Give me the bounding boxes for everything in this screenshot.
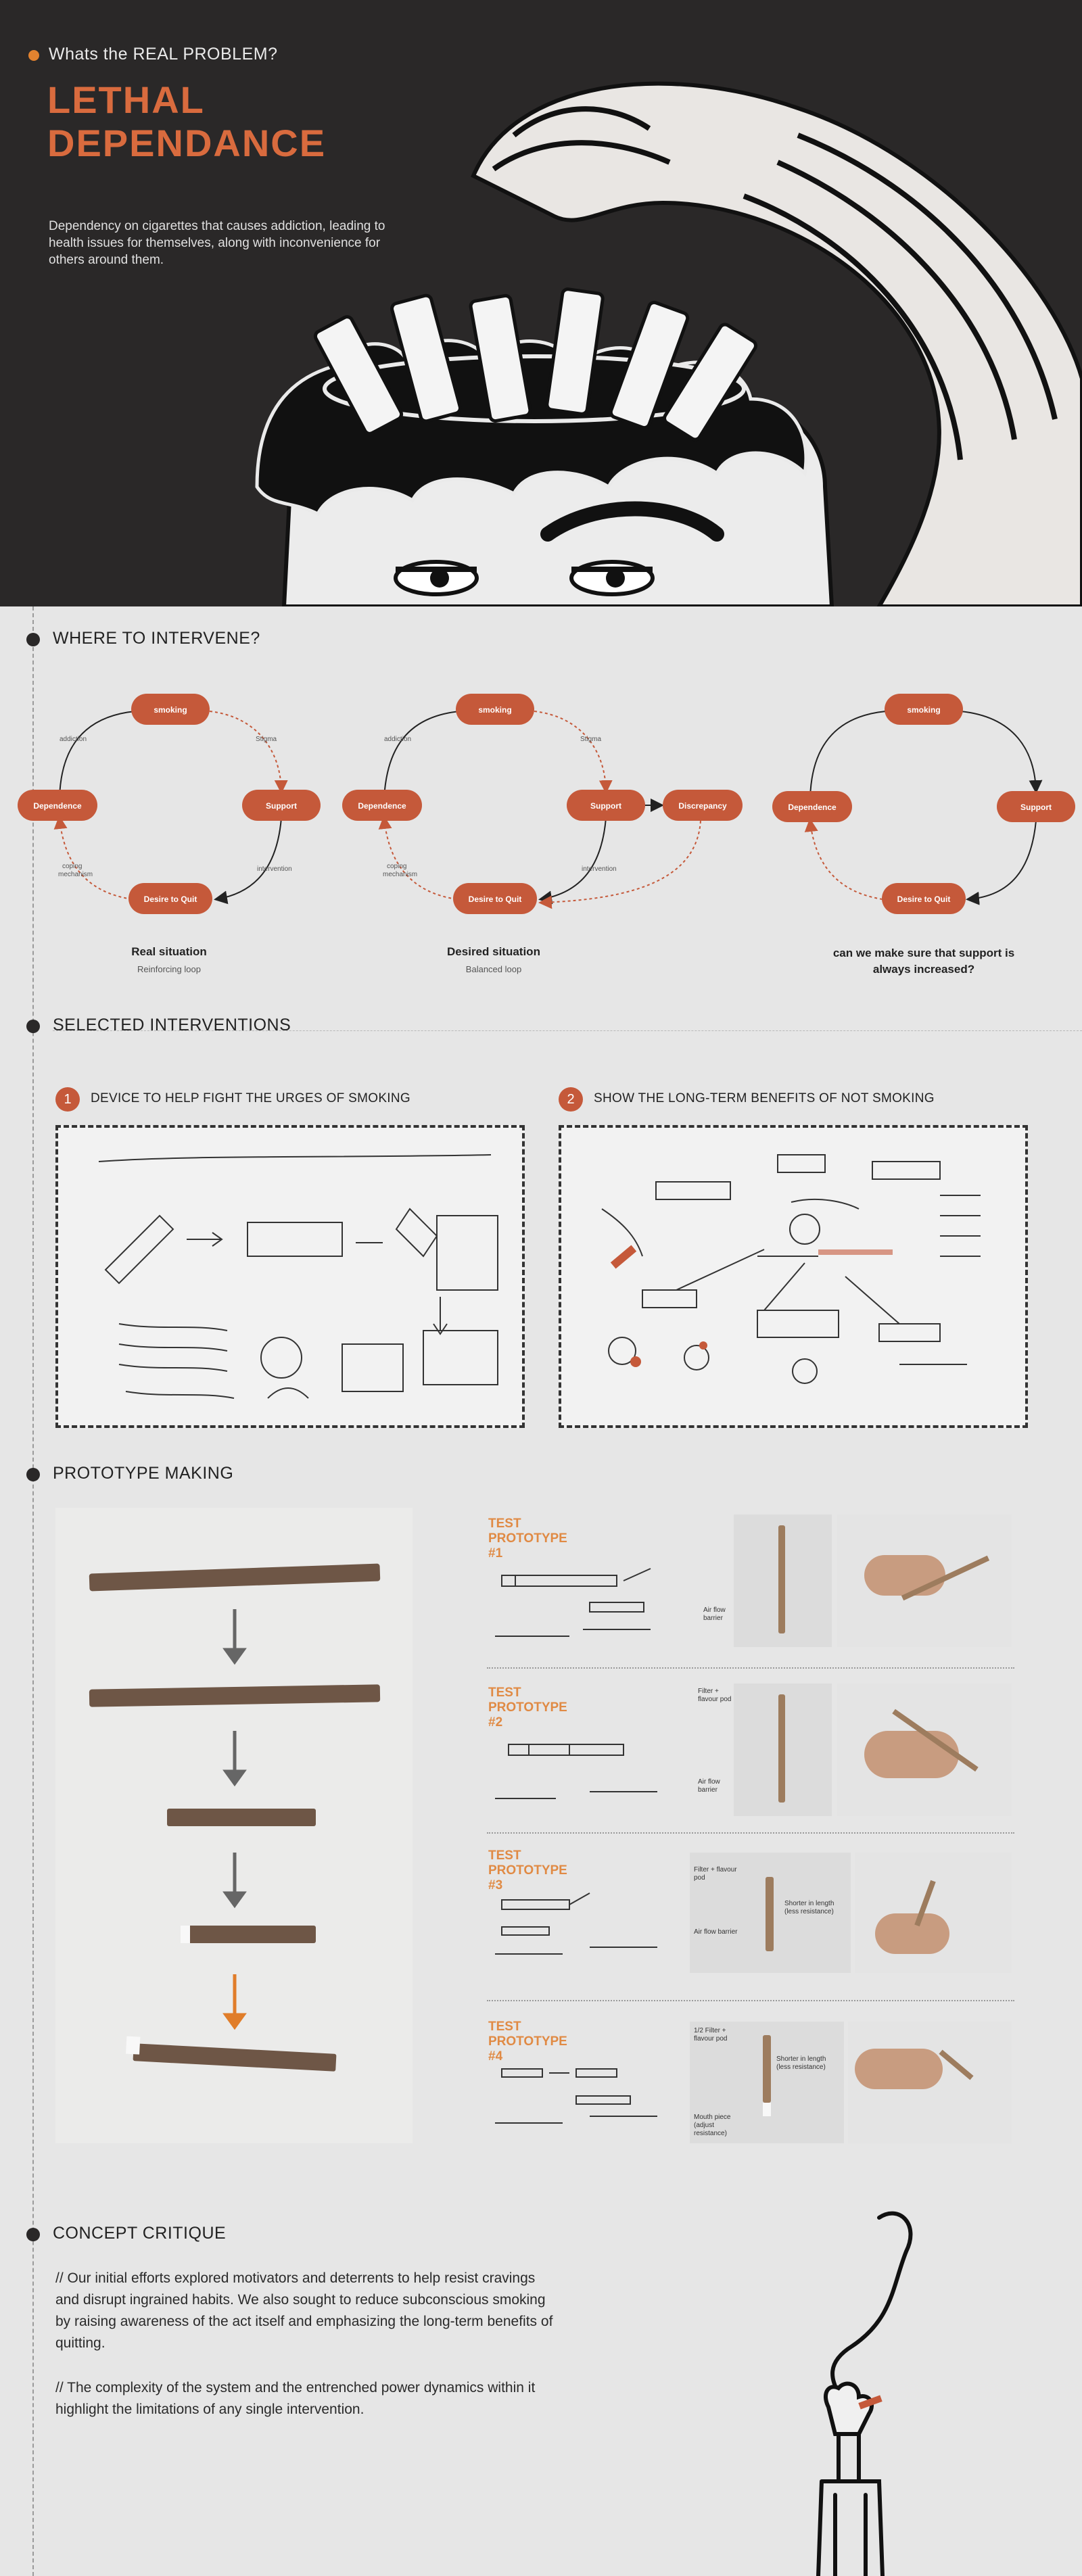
intervention-1-sketch [55,1125,525,1428]
edge-label-mechanism: mechanism [58,871,93,878]
svg-text:smoking: smoking [907,705,941,715]
test-prototype-4-photo-b [848,2022,1012,2143]
edge-label-addiction: addiction [60,736,87,743]
svg-text:smoking: smoking [478,705,512,715]
loop-3-caption: can we make sure that support is always increased? [832,947,1015,976]
test-prototype-3-photo-b [855,1853,1012,1973]
critique-paragraph-1: // Our initial efforts explored motivators and deterrents to help resist cravings and disrupt ingrained habits. We also sought to reduce subconscious smoking by raising awareness of the act itself and emphasizing the long-term benefits of quitting. [55,2270,553,2351]
intervention-1-title: DEVICE TO HELP FIGHT THE URGES OF SMOKING [91,1091,410,1105]
test-prototype-2-sketch [488,1717,671,1819]
intervention-2-sketch [559,1125,1028,1428]
node-desire-label: Desire to Quit [143,895,197,904]
critique-title: CONCEPT CRITIQUE [53,2224,227,2243]
selected-title: SELECTED INTERVENTIONS [53,1016,291,1034]
loop-real-situation [18,694,321,914]
hero-eyebrow: Whats the REAL PROBLEM? [49,45,278,64]
svg-text:Support: Support [1020,803,1052,812]
loop-desired-situation [342,694,743,914]
causal-loop-diagrams [0,676,1082,947]
test-prototype-1-photo-a [734,1514,832,1647]
prototype-divider [487,1667,1014,1669]
eyebrow-dot [28,50,39,61]
intervention-2-title: SHOW THE LONG-TERM BENEFITS OF NOT SMOKING [594,1091,935,1105]
test-4-label-mouthpiece: Mouth piece (adjust resistance) [694,2114,731,2137]
test-2-label-filter: Filter + flavour pod [698,1688,732,1703]
test-4-label-half-filter: 1/2 Filter + flavour pod [694,2027,728,2043]
test-1-label-airflow: Air flow barrier [703,1606,726,1622]
svg-text:Desire to Quit: Desire to Quit [897,895,951,904]
svg-text:intervention: intervention [582,865,617,873]
left-eye [396,562,477,594]
intervention-1-number: 1 [55,1087,80,1112]
right-eye [571,562,653,594]
prototype-progression-photo [55,1508,413,2143]
hero-section [0,0,1082,606]
section-dot [26,633,40,646]
loop-1-sub: Reinforcing loop [137,964,201,974]
intervention-2-number: 2 [559,1087,583,1112]
test-4-label-shorter: Shorter in length (less resistance) [776,2055,826,2071]
prototype-divider [487,2000,1014,2001]
edge-label-stigma: Stigma [256,736,277,743]
test-prototype-2-photo-a [734,1684,832,1816]
test-3-label-airflow: Air flow barrier [694,1928,738,1936]
device-sketch-drawing [58,1128,522,1425]
hero-title: LETHAL DEPENDANCE [47,78,327,164]
edge-label-coping: coping [62,863,83,870]
section-dot [26,1020,40,1033]
smoke-hook [832,2214,910,2393]
test-prototype-1-photo-b [837,1514,1012,1647]
test-3-label-filter: Filter + flavour pod [694,1866,737,1882]
section-dot [26,1468,40,1481]
svg-text:Stigma: Stigma [580,736,602,743]
test-prototype-3-title: TEST PROTOTYPE #3 [488,1848,567,1892]
critique-paragraph-2: // The complexity of the system and the entrenched power dynamics within it highlight the limitations of any single intervention. [55,2380,536,2417]
svg-text:Discrepancy: Discrepancy [678,801,727,811]
node-support-label: Support [266,801,297,811]
test-3-label-shorter: Shorter in length (less resistance) [784,1900,834,1915]
test-prototype-4-title: TEST PROTOTYPE #4 [488,2020,567,2064]
hero-description: Dependency on cigarettes that causes addiction, leading to health issues for themselves, along with inconvenience for others around them. [49,219,385,267]
svg-text:Support: Support [590,801,621,811]
loop-2-caption: Desired situation [447,945,540,958]
prototype-divider [487,1832,1014,1834]
svg-text:addiction: addiction [384,736,412,743]
loop-1-caption: Real situation [131,945,207,958]
section-dot [26,2228,40,2241]
svg-text:Dependence: Dependence [788,803,837,812]
test-2-label-airflow: Air flow barrier [698,1778,720,1794]
svg-text:Dependence: Dependence [358,801,406,811]
test-prototype-4-sketch [488,2049,671,2143]
hand-holding-cigarette-illustration [757,2211,960,2576]
benefits-mindmap-sketch [561,1128,1025,1425]
test-prototype-1-title: TEST PROTOTYPE #1 [488,1517,567,1560]
node-smoking-label: smoking [154,705,187,715]
loop-2-sub: Balanced loop [465,964,522,974]
test-prototype-1-sketch [488,1555,671,1656]
svg-text:coping: coping [387,863,407,870]
test-prototype-2-title: TEST PROTOTYPE #2 [488,1686,567,1730]
test-prototype-3-sketch [488,1886,671,1974]
prototype-title: PROTOTYPE MAKING [53,1464,234,1483]
intervene-title: WHERE TO INTERVENE? [53,629,260,648]
svg-text:mechanism: mechanism [383,871,418,878]
svg-text:Desire to Quit: Desire to Quit [468,895,522,904]
node-dependence-label: Dependence [33,801,82,811]
edge-label-intervention: intervention [257,865,292,873]
loop-always-increased [772,694,1075,914]
test-prototype-2-photo-b [837,1684,1012,1816]
